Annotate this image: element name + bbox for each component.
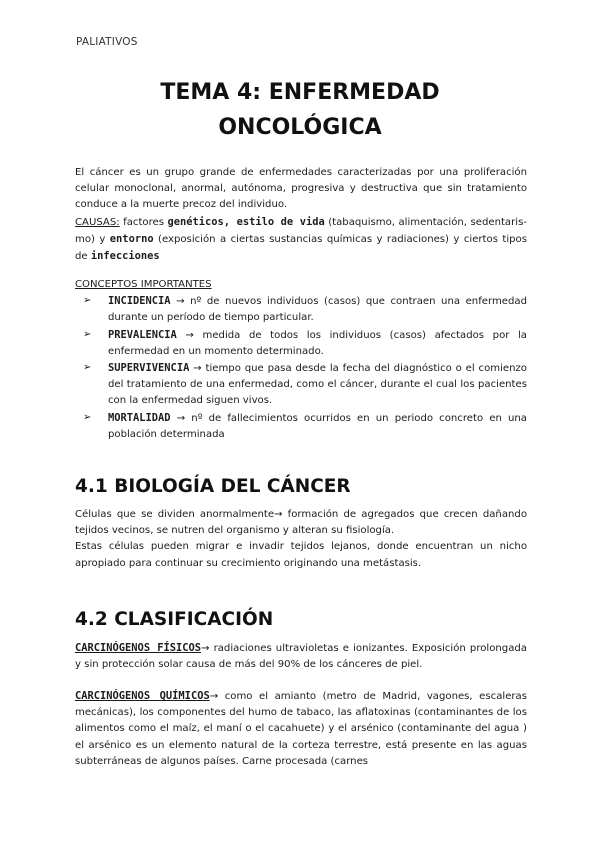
page-header: PALIATIVOS — [76, 36, 138, 48]
concept-text: → medida de todos los individuos (casos) afectados por la enfermedad en un momento determinado. — [108, 329, 527, 357]
definition-paragraph: El cáncer es un grupo grande de enfermedades caracterizadas por una proliferación celular monoclonal, anormal, autónoma, progresiva y destructiva que sin tratamiento conduce a la muerte precoz del individuo. — [75, 167, 527, 211]
fisicos-text: → radiaciones ultravioletas e ionizantes. Exposición prolongada y sin protección solar causa de más del 90% de los cánceres de piel. — [75, 643, 527, 671]
quimicos-block — [75, 688, 527, 770]
arrow-bullet-icon: ➢ — [83, 328, 92, 340]
intro-block — [75, 165, 527, 265]
causas-bold-1: genéticos, estilo de vida — [167, 215, 325, 228]
conceptos-heading: CONCEPTOS IMPORTANTES — [75, 279, 212, 290]
title-line-2: ONCOLÓGICA — [218, 115, 382, 140]
page-title — [0, 75, 600, 145]
concept-term: PREVALENCIA — [108, 328, 177, 341]
quimicos-paragraph — [75, 688, 527, 770]
conceptos-block — [75, 277, 527, 443]
concept-text: → tiempo que pasa desde la fecha del diagnóstico o el comienzo del tratamiento de una enfermedad, como el cáncer, durante el cual los pacientes con la enfermedad siguen vivos. — [108, 363, 527, 407]
biologia-paragraph-1: Células que se dividen anormalmente→ formación de agregados que crecen dañando tejidos vecinos, se nutren del organismo y alteran su fisiología. — [75, 509, 527, 537]
causas-label: CAUSAS: — [75, 216, 120, 228]
fisicos-block — [75, 640, 527, 673]
list-item — [75, 327, 527, 360]
causas-bold-2: entorno — [109, 232, 154, 245]
concept-text: → nº de nuevos individuos (casos) que contraen una enfermedad durante un período de tiempo particular. — [108, 296, 527, 324]
causas-paragraph — [75, 214, 527, 266]
concept-term: SUPERVIVENCIA — [108, 362, 190, 375]
causas-text-3: (exposición a ciertas sustancias químicas y radiaciones) y ciertos tipos de — [75, 233, 527, 263]
section-heading-clasificacion: 4.2 CLASIFICACIÓN — [75, 609, 274, 630]
quimicos-term: CARCINÓGENOS QUÍMICOS — [75, 690, 210, 702]
arrow-bullet-icon: ➢ — [83, 362, 92, 374]
fisicos-term: CARCINÓGENOS FÍSICOS — [75, 642, 202, 654]
biologia-paragraph-2: Estas células pueden migrar e invadir tejidos lejanos, donde encuentran un nicho apropiado para continuar su crecimiento originando una metástasis. — [75, 541, 527, 569]
arrow-bullet-icon: ➢ — [83, 411, 92, 423]
list-item — [75, 410, 527, 443]
conceptos-list — [75, 293, 527, 443]
quimicos-text: → como el amianto (metro de Madrid, vagones, escaleras mecánicas), los componentes del humo de tabaco, las aflatoxinas (contaminantes de los alimentos como el maíz, el maní o el cacahuete) y el arsénico (contaminante del agua ) el arsénico es un elemento natural de la corteza terrestre, está presente en las aguas subterráneas de algunos países. Carne procesada (carnes — [75, 691, 527, 767]
fisicos-paragraph — [75, 640, 527, 673]
concept-term: MORTALIDAD — [108, 411, 171, 424]
arrow-bullet-icon: ➢ — [83, 295, 92, 307]
section-heading-biologia: 4.1 BIOLOGÍA DEL CÁNCER — [75, 476, 351, 497]
concept-term: INCIDENCIA — [108, 295, 171, 308]
causas-text-2: (tabaquismo, alimentación, sedentaris-mo) y — [75, 216, 527, 245]
causas-text-1: factores — [119, 216, 168, 228]
list-item — [75, 293, 527, 326]
concept-text: → nº de fallecimientos ocurridos en un periodo concreto en una población determinada — [108, 412, 527, 440]
list-item — [75, 360, 527, 410]
title-line-1: TEMA 4: ENFERMEDAD — [160, 80, 440, 105]
biologia-block — [75, 507, 527, 572]
causas-bold-3: infecciones — [90, 250, 160, 263]
